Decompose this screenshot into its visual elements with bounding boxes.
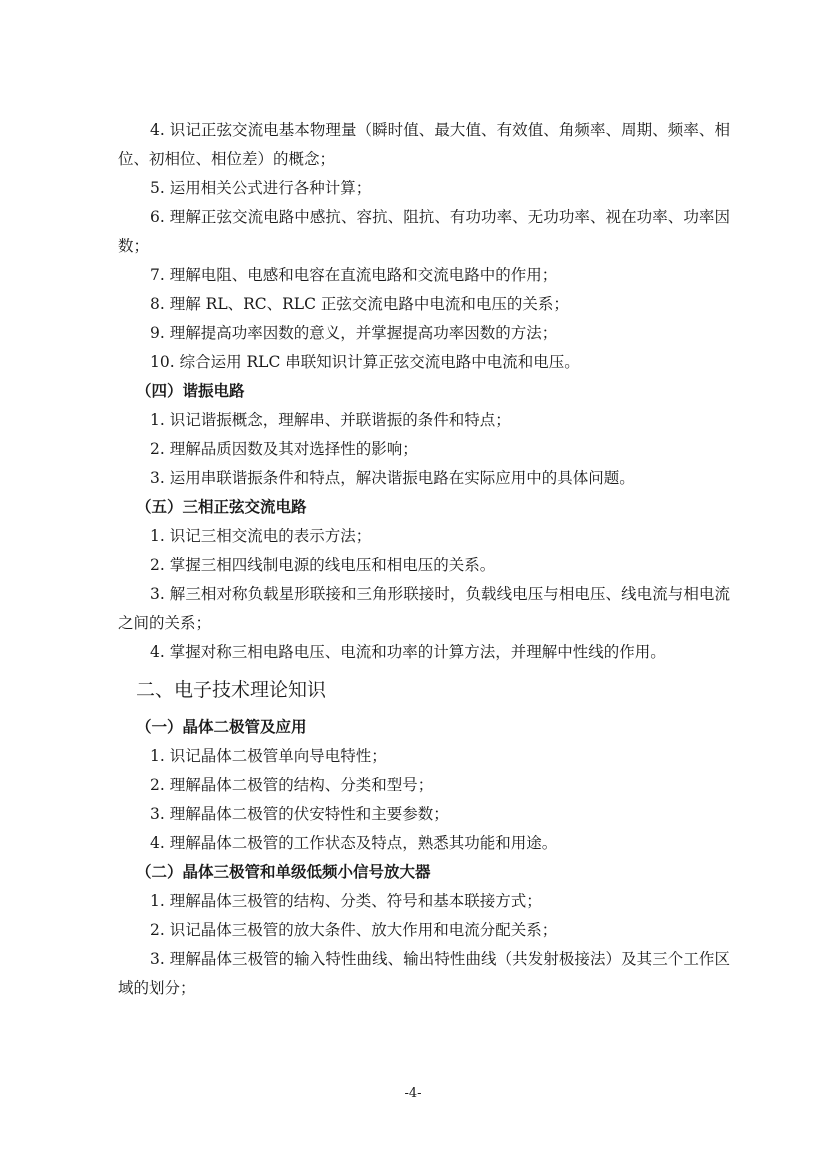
paragraph: 10. 综合运用 RLC 串联知识计算正弦交流电路中电流和电压。 — [150, 353, 580, 371]
paragraph: 4. 识记正弦交流电基本物理量（瞬时值、最大值、有效值、角频率、周期、频率、相位、初相位、相位差）的概念； — [118, 121, 730, 168]
section-heading: （二）晶体三极管和单级低频小信号放大器 — [136, 863, 431, 881]
section-heading: （一）晶体二极管及应用 — [136, 718, 307, 736]
chapter-heading: 二、电子技术理论知识 — [136, 679, 327, 701]
section-heading: （五）三相正弦交流电路 — [136, 498, 307, 516]
paragraph: 3. 运用串联谐振条件和特点，解决谐振电路在实际应用中的具体问题。 — [150, 469, 635, 487]
document-body — [118, 116, 730, 1003]
paragraph: 5. 运用相关公式进行各种计算； — [150, 179, 372, 197]
paragraph: 2. 识记晶体三极管的放大条件、放大作用和电流分配关系； — [150, 921, 558, 939]
paragraph: 3. 理解晶体三极管的输入特性曲线、输出特性曲线（共发射极接法）及其三个工作区域的划分； — [118, 950, 730, 997]
paragraph: 8. 理解 RL、RC、RLC 正弦交流电路中电流和电压的关系； — [150, 295, 569, 313]
section-heading: （四）谐振电路 — [136, 382, 245, 400]
paragraph: 2. 理解品质因数及其对选择性的影响； — [150, 440, 418, 458]
paragraph: 4. 理解晶体二极管的工作状态及特点，熟悉其功能和用途。 — [150, 834, 558, 852]
paragraph: 1. 识记谐振概念，理解串、并联谐振的条件和特点； — [150, 411, 511, 429]
page-number: -4- — [404, 1086, 422, 1101]
paragraph: 6. 理解正弦交流电路中感抗、容抗、阻抗、有功功率、无功功率、视在功率、功率因数； — [118, 208, 730, 255]
paragraph: 4. 掌握对称三相电路电压、电流和功率的计算方法，并理解中性线的作用。 — [150, 643, 666, 661]
paragraph: 1. 识记晶体二极管单向导电特性； — [150, 747, 387, 765]
paragraph: 7. 理解电阻、电感和电容在直流电路和交流电路中的作用； — [150, 266, 558, 284]
paragraph: 2. 掌握三相四线制电源的线电压和相电压的关系。 — [150, 556, 496, 574]
paragraph: 3. 理解晶体二极管的伏安特性和主要参数； — [150, 805, 449, 823]
paragraph: 3. 解三相对称负载星形联接和三角形联接时，负载线电压与相电压、线电流与相电流之间的关系； — [118, 585, 730, 632]
paragraph: 1. 识记三相交流电的表示方法； — [150, 527, 372, 545]
paragraph: 2. 理解晶体二极管的结构、分类和型号； — [150, 776, 434, 794]
paragraph: 9. 理解提高功率因数的意义，并掌握提高功率因数的方法； — [150, 324, 558, 342]
paragraph: 1. 理解晶体三极管的结构、分类、符号和基本联接方式； — [150, 892, 542, 910]
